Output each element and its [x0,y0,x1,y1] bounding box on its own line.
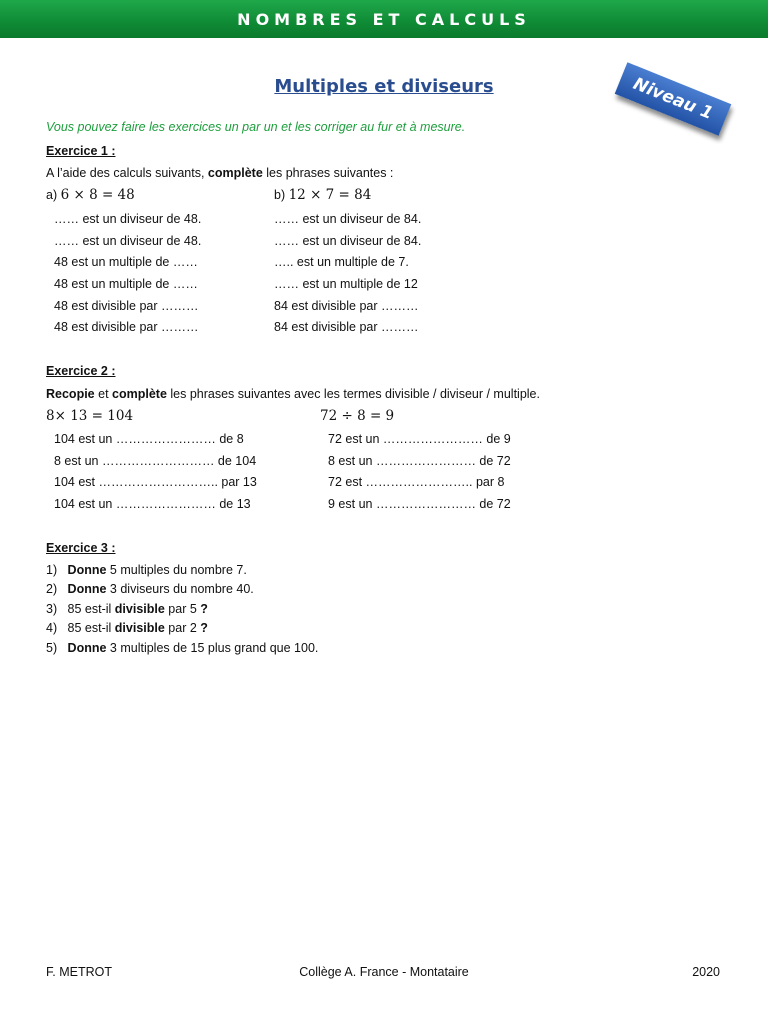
ex1-heading: Exercice 1 : [46,144,116,158]
ex1-a-line-3: 48 est un multiple de …… [54,255,198,269]
ex1-b-line-6: 84 est divisible par ……… [274,320,419,334]
ex2-a-line-2: 8 est un ……………………… de 104 [54,454,257,468]
ex1-calc-a: a) 6 × 8 = 48 [46,187,135,203]
page-title: Multiples et diviseurs [274,76,494,97]
ex3-item-5: 5) Donne 3 multiples de 15 plus grand que 100. [46,641,319,655]
ex1-a-line-6: 48 est divisible par ……… [54,320,199,334]
ex2-calc-b: 72 ÷ 8 = 9 [320,408,395,424]
footer-year: 2020 [692,965,720,979]
ex1-a-line-2: …… est un diviseur de 48. [54,234,202,248]
ex1-instruction: A l’aide des calculs suivants, complète les phrases suivantes : [46,166,394,180]
ex2-a-line-3: 104 est ……………………….. par 13 [54,475,257,489]
header-banner [0,0,768,38]
ex1-b-line-3: ….. est un multiple de 7. [274,255,409,269]
ex3-item-1: 1) Donne 5 multiples du nombre 7. [46,563,247,577]
ex1-b-line-5: 84 est divisible par ……… [274,299,419,313]
ex3-heading: Exercice 3 : [46,541,116,555]
ex2-heading: Exercice 2 : [46,364,116,378]
ex1-a-line-1: …… est un diviseur de 48. [54,212,202,226]
intro-text: Vous pouvez faire les exercices un par un et les corriger au fur et à mesure. [46,120,466,134]
ex3-item-2: 2) Donne 3 diviseurs du nombre 40. [46,582,254,596]
ex2-b-line-4: 9 est un …………………… de 72 [328,497,511,511]
ex1-a-line-5: 48 est divisible par ……… [54,299,199,313]
ex1-b-line-1: …… est un diviseur de 84. [274,212,422,226]
footer-school: Collège A. France - Montataire [299,965,469,979]
footer-author: F. METROT [46,965,112,979]
level-badge: Niveau 1 [615,62,732,135]
ex3-item-3: 3) 85 est-il divisible par 5 ? [46,602,208,616]
ex2-calc-a: 8× 13 = 104 [46,408,134,424]
ex1-b-line-2: …… est un diviseur de 84. [274,234,422,248]
ex2-b-line-1: 72 est un …………………… de 9 [328,432,511,446]
ex2-a-line-4: 104 est un …………………… de 13 [54,497,251,511]
banner-title: NOMBRES ET CALCULS [237,9,531,29]
ex2-b-line-2: 8 est un …………………… de 72 [328,454,511,468]
ex3-item-4: 4) 85 est-il divisible par 2 ? [46,621,208,635]
ex2-b-line-3: 72 est …………………….. par 8 [328,475,505,489]
ex2-a-line-1: 104 est un …………………… de 8 [54,432,244,446]
ex1-a-line-4: 48 est un multiple de …… [54,277,198,291]
ex2-instruction: Recopie et complète les phrases suivantes avec les termes divisible / diviseur / multiple. [46,387,540,401]
ex1-b-line-4: …… est un multiple de 12 [274,277,418,291]
ex1-calc-b: b) 12 × 7 = 84 [274,187,372,203]
